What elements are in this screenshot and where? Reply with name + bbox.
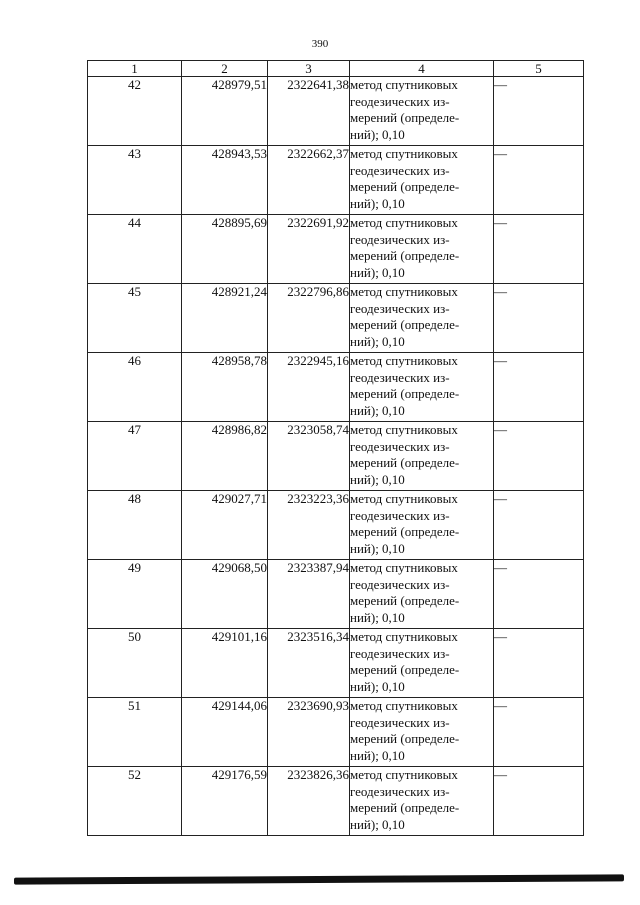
column-header: 1 xyxy=(88,61,182,77)
y-coordinate-cell: 2323516,34 xyxy=(268,629,350,698)
method-line: метод спутниковых xyxy=(350,629,458,644)
x-coordinate-cell: 428986,82 xyxy=(182,422,268,491)
method-line: ний); 0,10 xyxy=(350,816,405,832)
y-coordinate-cell: 2323387,94 xyxy=(268,560,350,629)
y-coordinate-cell: 2322662,37 xyxy=(268,146,350,215)
x-coordinate-cell: 428921,24 xyxy=(182,284,268,353)
table-row xyxy=(88,422,584,491)
note-cell: — xyxy=(494,353,584,422)
page-number: 390 xyxy=(311,38,329,50)
method-line: мерений (определе- xyxy=(350,179,460,194)
method-line: метод спутниковых xyxy=(350,491,458,506)
method-line: мерений (определе- xyxy=(350,386,460,401)
method-line: ний); 0,10 xyxy=(350,333,405,349)
method-line: мерений (определе- xyxy=(350,731,460,746)
note-cell: — xyxy=(494,284,584,353)
method-line: ний); 0,10 xyxy=(350,402,405,418)
method-line: мерений (определе- xyxy=(350,455,460,470)
x-coordinate-cell: 429027,71 xyxy=(182,491,268,560)
x-coordinate-cell: 428958,78 xyxy=(182,353,268,422)
method-line: мерений (определе- xyxy=(350,800,460,815)
y-coordinate-cell: 2323690,93 xyxy=(268,698,350,767)
table-row xyxy=(88,215,584,284)
method-line: геодезических из- xyxy=(350,369,450,385)
point-number-cell: 44 xyxy=(88,215,182,284)
y-coordinate-cell: 2322796,86 xyxy=(268,284,350,353)
method-line: ний); 0,10 xyxy=(350,195,405,211)
column-header: 2 xyxy=(182,61,268,77)
method-line: ний); 0,10 xyxy=(350,678,405,694)
method-line: геодезических из- xyxy=(350,93,450,109)
x-coordinate-cell: 429068,50 xyxy=(182,560,268,629)
method-line: метод спутниковых xyxy=(350,767,458,782)
method-line: ний); 0,10 xyxy=(350,540,405,556)
method-line: геодезических из- xyxy=(350,438,450,454)
footer-rule xyxy=(14,874,624,884)
method-line: мерений (определе- xyxy=(350,248,460,263)
table-row xyxy=(88,698,584,767)
method-cell xyxy=(350,284,494,353)
method-line: геодезических из- xyxy=(350,507,450,523)
table-row xyxy=(88,353,584,422)
method-cell xyxy=(350,353,494,422)
table-header-row xyxy=(88,61,584,77)
note-cell: — xyxy=(494,560,584,629)
method-line: ний); 0,10 xyxy=(350,471,405,487)
method-line: геодезических из- xyxy=(350,714,450,730)
method-cell xyxy=(350,491,494,560)
column-header: 4 xyxy=(350,61,494,77)
table-body xyxy=(88,77,584,836)
method-line: метод спутниковых xyxy=(350,215,458,230)
table-row xyxy=(88,767,584,836)
method-line: ний); 0,10 xyxy=(350,264,405,280)
method-line: метод спутниковых xyxy=(350,146,458,161)
point-number-cell: 43 xyxy=(88,146,182,215)
method-line: геодезических из- xyxy=(350,783,450,799)
method-cell xyxy=(350,422,494,491)
column-header: 5 xyxy=(494,61,584,77)
method-line: метод спутниковых xyxy=(350,560,458,575)
x-coordinate-cell: 429101,16 xyxy=(182,629,268,698)
method-line: метод спутниковых xyxy=(350,284,458,299)
method-cell xyxy=(350,629,494,698)
method-cell xyxy=(350,698,494,767)
coordinates-table xyxy=(87,60,584,836)
method-line: мерений (определе- xyxy=(350,110,460,125)
note-cell: — xyxy=(494,767,584,836)
table-row xyxy=(88,629,584,698)
method-line: мерений (определе- xyxy=(350,317,460,332)
method-line: мерений (определе- xyxy=(350,593,460,608)
method-line: метод спутниковых xyxy=(350,698,458,713)
method-line: мерений (определе- xyxy=(350,662,460,677)
note-cell: — xyxy=(494,422,584,491)
note-cell: — xyxy=(494,215,584,284)
table-row xyxy=(88,560,584,629)
note-cell: — xyxy=(494,629,584,698)
method-line: мерений (определе- xyxy=(350,524,460,539)
method-line: геодезических из- xyxy=(350,300,450,316)
table-row xyxy=(88,77,584,146)
point-number-cell: 46 xyxy=(88,353,182,422)
method-line: геодезических из- xyxy=(350,162,450,178)
method-line: ний); 0,10 xyxy=(350,126,405,142)
point-number-cell: 45 xyxy=(88,284,182,353)
note-cell: — xyxy=(494,77,584,146)
point-number-cell: 50 xyxy=(88,629,182,698)
y-coordinate-cell: 2322641,38 xyxy=(268,77,350,146)
method-line: геодезических из- xyxy=(350,231,450,247)
method-line: ний); 0,10 xyxy=(350,609,405,625)
note-cell: — xyxy=(494,698,584,767)
x-coordinate-cell: 429176,59 xyxy=(182,767,268,836)
method-line: метод спутниковых xyxy=(350,77,458,92)
x-coordinate-cell: 428979,51 xyxy=(182,77,268,146)
point-number-cell: 49 xyxy=(88,560,182,629)
point-number-cell: 42 xyxy=(88,77,182,146)
y-coordinate-cell: 2322945,16 xyxy=(268,353,350,422)
method-line: метод спутниковых xyxy=(350,353,458,368)
point-number-cell: 48 xyxy=(88,491,182,560)
point-number-cell: 52 xyxy=(88,767,182,836)
point-number-cell: 51 xyxy=(88,698,182,767)
method-cell xyxy=(350,767,494,836)
x-coordinate-cell: 428943,53 xyxy=(182,146,268,215)
method-line: ний); 0,10 xyxy=(350,747,405,763)
y-coordinate-cell: 2323223,36 xyxy=(268,491,350,560)
table-row xyxy=(88,146,584,215)
y-coordinate-cell: 2322691,92 xyxy=(268,215,350,284)
method-cell xyxy=(350,560,494,629)
method-cell xyxy=(350,215,494,284)
y-coordinate-cell: 2323058,74 xyxy=(268,422,350,491)
method-line: геодезических из- xyxy=(350,645,450,661)
x-coordinate-cell: 429144,06 xyxy=(182,698,268,767)
column-header: 3 xyxy=(268,61,350,77)
note-cell: — xyxy=(494,146,584,215)
x-coordinate-cell: 428895,69 xyxy=(182,215,268,284)
table-row xyxy=(88,491,584,560)
point-number-cell: 47 xyxy=(88,422,182,491)
method-line: геодезических из- xyxy=(350,576,450,592)
method-cell xyxy=(350,146,494,215)
method-line: метод спутниковых xyxy=(350,422,458,437)
table-row xyxy=(88,284,584,353)
y-coordinate-cell: 2323826,36 xyxy=(268,767,350,836)
note-cell: — xyxy=(494,491,584,560)
method-cell xyxy=(350,77,494,146)
